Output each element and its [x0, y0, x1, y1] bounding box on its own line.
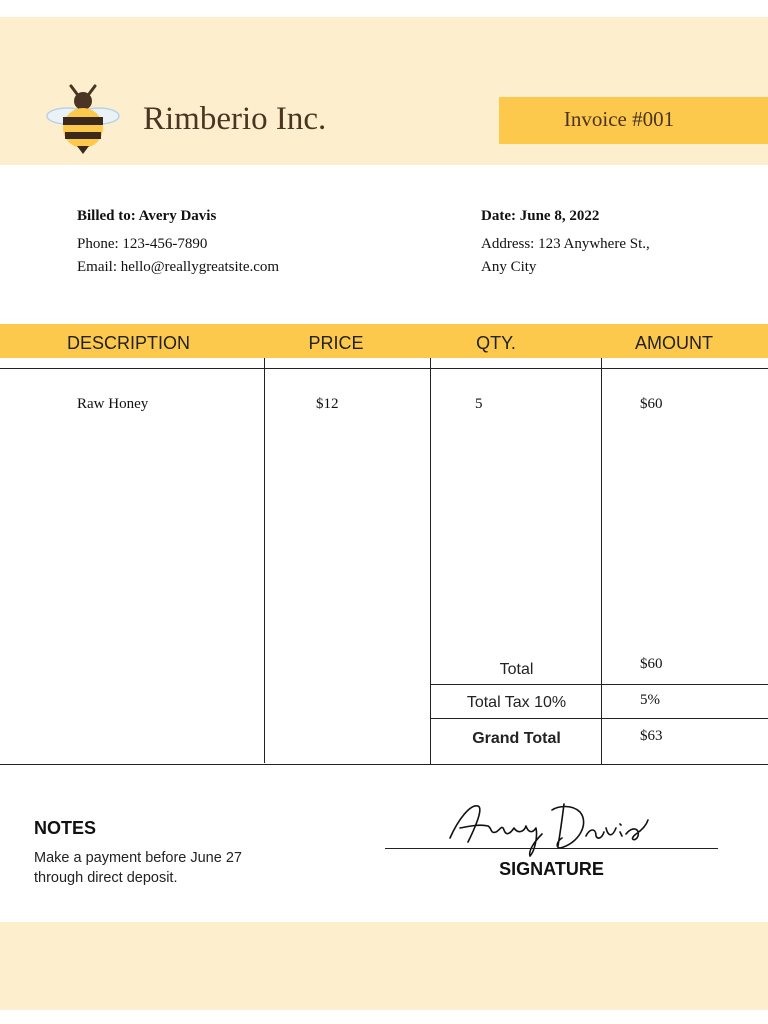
invoice-date: Date: June 8, 2022 — [481, 208, 600, 224]
grand-total-value: $63 — [640, 728, 663, 744]
row-amount: $60 — [640, 396, 663, 412]
invoice-number: Invoice #001 — [563, 107, 675, 131]
summary-rule — [431, 684, 768, 685]
invoice-number-box — [499, 97, 768, 144]
company-name: Rimberio Inc. — [143, 101, 327, 137]
column-price: PRICE — [308, 333, 364, 353]
signature-image — [440, 790, 660, 860]
row-description: Raw Honey — [77, 396, 149, 412]
row-price: $12 — [316, 396, 339, 412]
billed-to: Billed to: Avery Davis — [77, 208, 217, 224]
table-header — [0, 324, 768, 358]
row-qty: 5 — [475, 396, 483, 412]
signature-label: SIGNATURE — [499, 859, 604, 879]
tax-label: Total Tax 10% — [466, 694, 567, 711]
address-line1: Address: 123 Anywhere St., — [481, 236, 650, 252]
notes-text: Make a payment before June 27 through direct deposit. — [34, 850, 242, 886]
notes-title: NOTES — [34, 818, 97, 838]
footer-band — [0, 922, 768, 1010]
column-description: DESCRIPTION — [66, 333, 190, 353]
phone: Phone: 123-456-7890 — [77, 236, 208, 252]
column-divider — [264, 358, 265, 763]
column-qty: QTY. — [476, 333, 516, 353]
signature-line — [385, 848, 718, 849]
table-bottom-rule — [0, 764, 768, 765]
address-line2: Any City — [481, 259, 537, 275]
total-value: $60 — [640, 656, 663, 672]
tax-value: 5% — [640, 692, 660, 708]
grand-total-label: Grand Total — [472, 730, 561, 747]
table-header-rule — [0, 368, 768, 369]
summary-rule — [431, 718, 768, 719]
bee-icon — [45, 84, 121, 156]
email: Email: hello@reallygreatsite.com — [77, 259, 280, 275]
total-label: Total — [499, 661, 534, 678]
column-amount: AMOUNT — [635, 333, 713, 353]
